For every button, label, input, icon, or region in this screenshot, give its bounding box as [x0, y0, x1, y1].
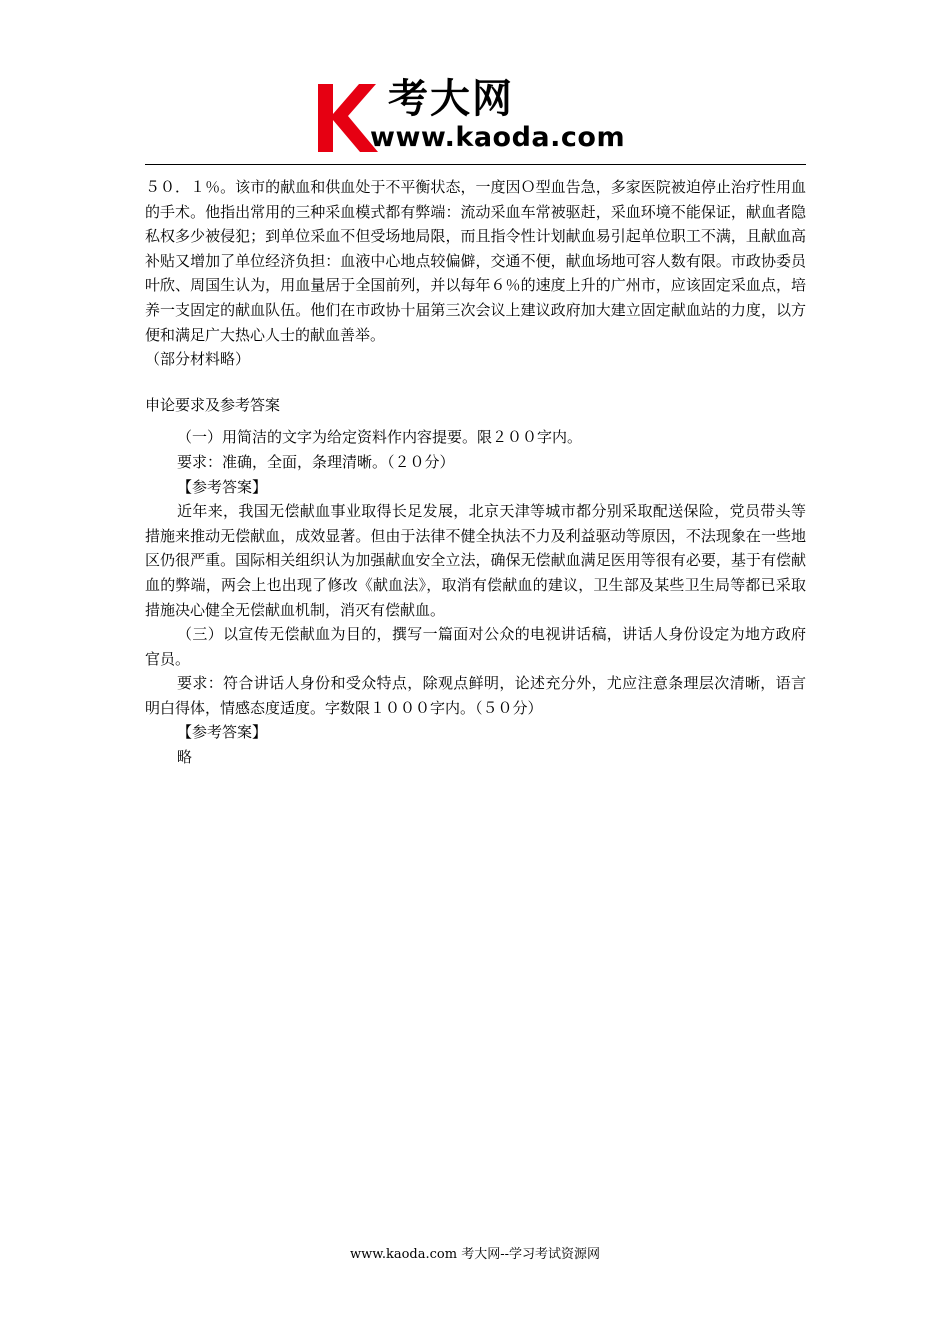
answer-label-1: 【参考答案】 [177, 477, 268, 496]
header-divider [145, 164, 806, 165]
question-1-requirement: 要求：准确，全面，条理清晰。（２０分） [177, 452, 455, 471]
question-1: （一）用简洁的文字为给定资料作内容提要。限２００字内。 [177, 428, 583, 447]
question-3-requirement: 要求：符合讲话人身份和受众特点，除观点鲜明，论述充分外，尤应注意条理层次清晰，语言明白得体，情感态度适度。字数限１０００字内。（５０分） [145, 674, 806, 717]
section-title: 申论要求及参考答案 [145, 395, 281, 414]
answer-3: 略 [177, 748, 193, 767]
answer-1: 近年来，我国无偿献血事业取得长足发展，北京天津等城市都分别采取配送保险，党员带头等措施来推动无偿献血，成效显著。但由于法律不健全执法不力及利益驱动等原因，不法现象在一些地区仍很严重。国际相关组织认为加强献血安全立法，确保无偿献血满足医用等很有必要，基于有偿献血的弊端，两会上也出现了修改《献血法》，取消有偿献血的建议，卫生部及某些卫生局等都已采取措施决心健全无偿献血机制，消灭有偿献血。 [145, 502, 806, 619]
answer-label-3: 【参考答案】 [177, 723, 268, 742]
kaoda-logo [318, 78, 638, 158]
omitted-note: （部分材料略） [145, 350, 251, 369]
document-body [145, 175, 806, 770]
question-3: （三）以宣传无偿献血为目的，撰写一篇面对公众的电视讲话稿，讲话人身份设定为地方政府官员。 [145, 625, 806, 668]
logo-url: www.kaoda.com [370, 122, 626, 153]
page-footer: www.kaoda.com 考大网--学习考试资源网 [350, 1247, 600, 1262]
material-paragraph: ５０．１％。该市的献血和供血处于不平衡状态，一度因Ｏ型血告急，多家医院被迫停止治疗性用血的手术。他指出常用的三种采血模式都有弊端：流动采血车常被驱赶，采血环境不能保证，献血者隐私权多少被侵犯；到单位采血不但受场地局限，而且指令性计划献血易引起单位职工不满，且献血高补贴又增加了单位经济负担：血液中心地点较偏僻，交通不便，献血场地可容人数有限。市政协委员叶欣、周国生认为，用血量居于全国前列，并以每年６％的速度上升的广州市，应该固定采血点，培养一支固定的献血队伍。他们在市政协十届第三次会议上建议政府加大建立固定献血站的力度，以方便和满足广大热心人士的献血善举。 [145, 178, 806, 344]
logo-chinese-name: 考大网 [388, 76, 514, 122]
